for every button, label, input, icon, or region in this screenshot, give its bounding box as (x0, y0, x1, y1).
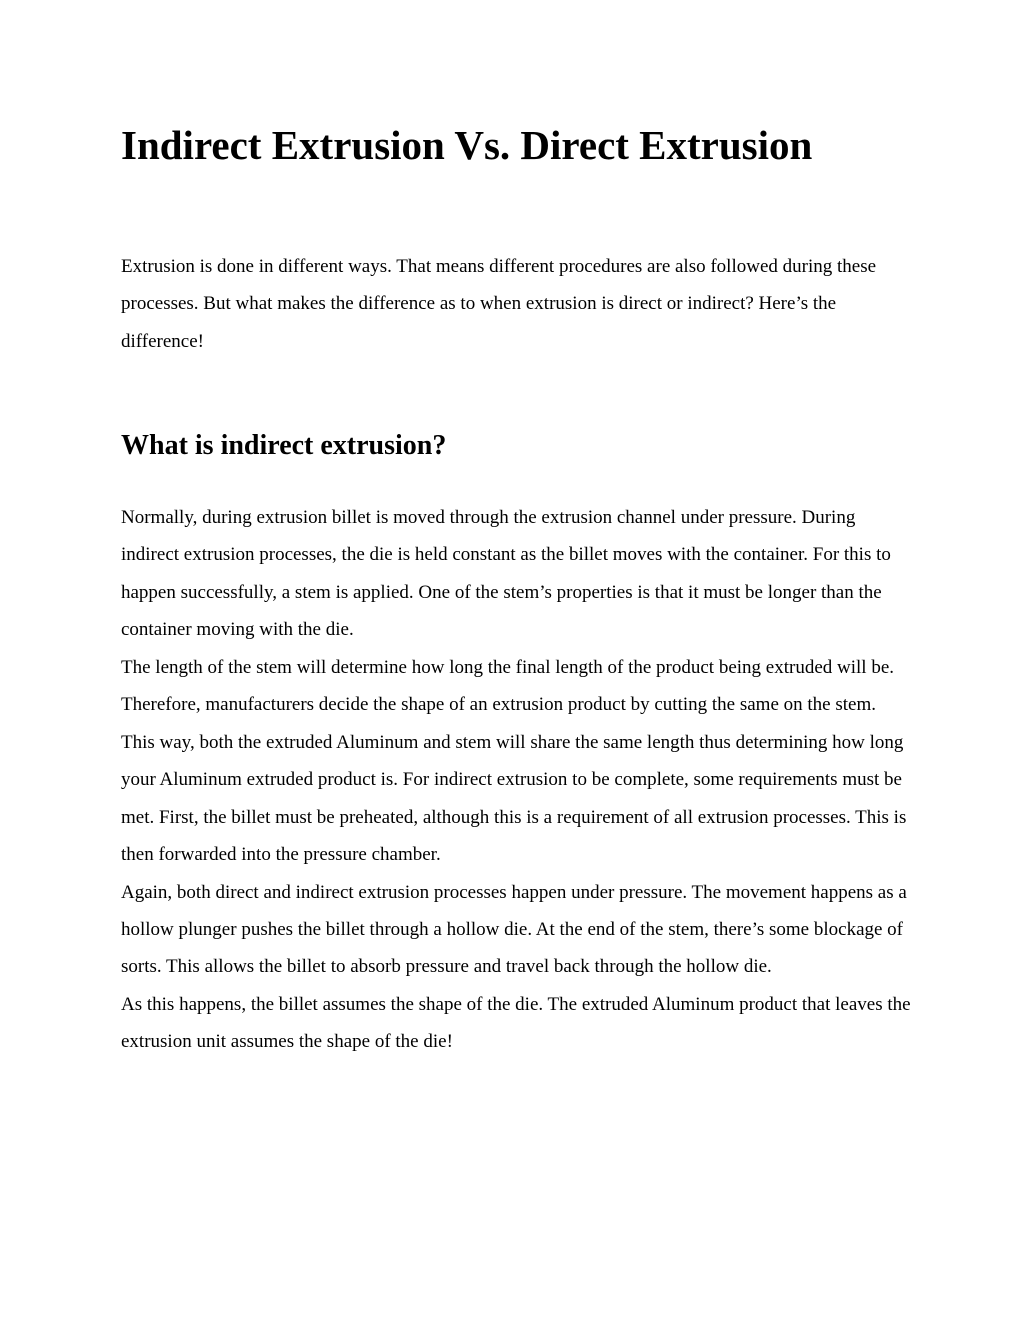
body-paragraph-3: Again, both direct and indirect extrusion processes happen under pressure. The movement happens as a hollow plunger pushes the billet through a hollow die. At the end of the stem, there’s some blockage of sorts. This allows the billet to absorb pressure and travel back through the hollow die. (121, 881, 907, 978)
body-paragraph-2: The length of the stem will determine how long the final length of the product being extruded will be. Therefore, manufacturers decide the shape of an extrusion product by cutting the same on the stem. This way, both the extruded Aluminum and stem will share the same length thus determining how long your Aluminum extruded product is. For indirect extrusion to be complete, some requirements must be met. First, the billet must be preheated, although this is a requirement of all extrusion processes. This is then forwarded into the pressure chamber. (121, 656, 907, 866)
document-title: Indirect Extrusion Vs. Direct Extrusion (121, 122, 813, 168)
section-body (121, 499, 911, 1061)
body-paragraph-4: As this happens, the billet assumes the shape of the die. The extruded Aluminum product that leaves the extrusion unit assumes the shape of the die! (121, 993, 911, 1053)
body-paragraph-1: Normally, during extrusion billet is moved through the extrusion channel under pressure. During indirect extrusion processes, the die is held constant as the billet moves with the container. For this to happen successfully, a stem is applied. One of the stem’s properties is that it must be longer than the container moving with the die. (121, 507, 891, 641)
intro-paragraph: Extrusion is done in different ways. That means different procedures are also followed during these processes. But what makes the difference as to when extrusion is direct or indirect? Here’s the difference! (121, 256, 877, 352)
section-heading: What is indirect extrusion? (121, 430, 447, 461)
